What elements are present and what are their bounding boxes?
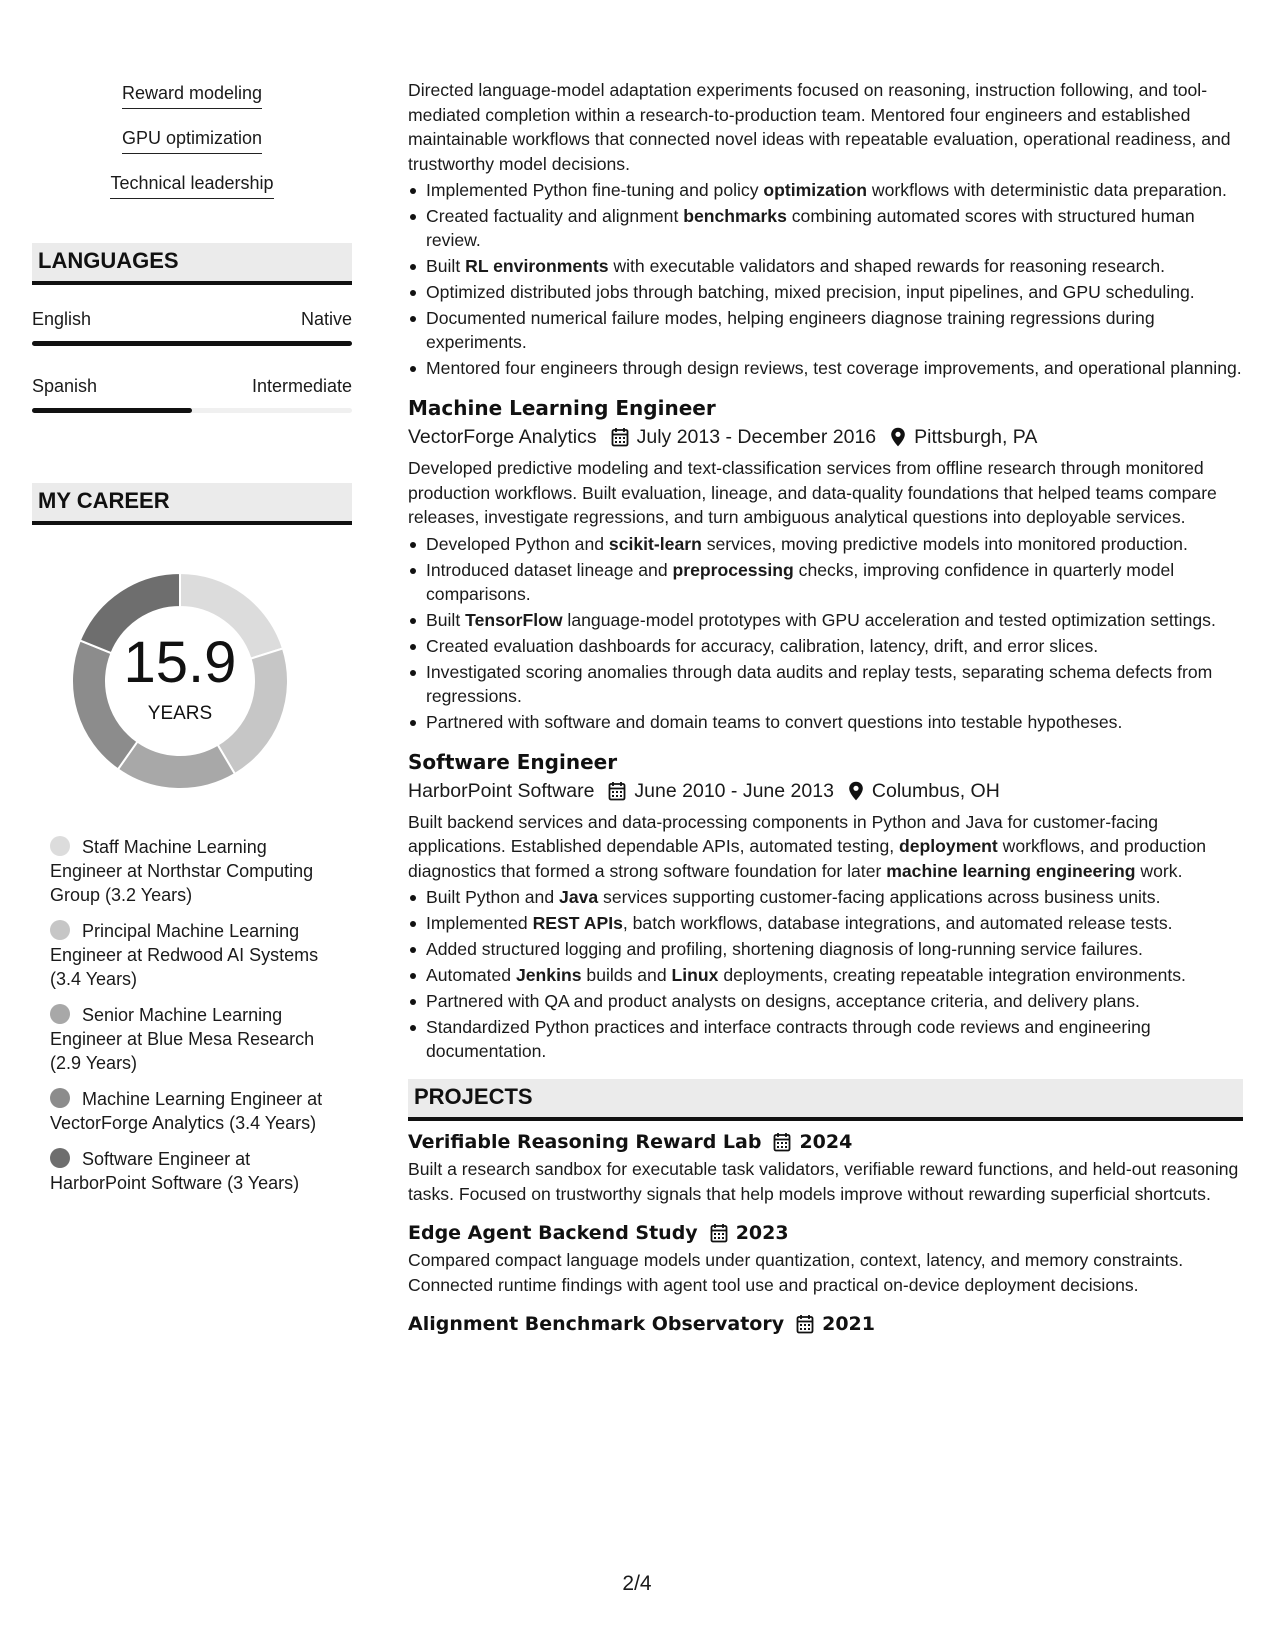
job-bullets — [408, 885, 1243, 1063]
project-item — [408, 1127, 1243, 1206]
language-name: Spanish — [32, 376, 98, 396]
career-legend-item — [50, 1147, 325, 1195]
job-dates: July 2013 - December 2016 — [636, 426, 877, 448]
job-title: Software Engineer — [408, 749, 618, 774]
job-summary: Developed predictive modeling and text-classification services from offline research through monitored production workflows. Built evaluation, lineage, and data-quality foundations that helped teams compare releases, investigate regressions, and turn ambiguous analytical questions into deployable services. — [408, 458, 1217, 527]
bullet-item: Implemented Python fine-tuning and policy optimization workflows with deterministic data preparation. — [408, 178, 1243, 202]
location-pin-icon — [890, 427, 906, 447]
language-spanish — [32, 374, 352, 413]
job-title: Machine Learning Engineer — [408, 396, 716, 420]
bullet-item: Investigated scoring anomalies through data audits and replay tests, separating schema defects from regressions. — [408, 660, 1243, 708]
career-total-years: 15.9 — [123, 630, 237, 695]
role-summary: Directed language-model adaptation experiments focused on reasoning, instruction following, and tool-mediated completion within a research-to-production team. Mentored four engineers and established maintainable workflows that connected novel ideas with repeatable evaluation, operational readiness, and trustworthy model decisions. — [408, 80, 1231, 174]
language-proficiency-fill — [32, 341, 352, 346]
job-dates: June 2010 - June 2013 — [634, 779, 834, 802]
project-description: Compared compact language models under quantization, context, latency, and memory constraints. Connected runtime findings with agent tool use and practical on-device deployment decisions. — [408, 1250, 1184, 1295]
role-bullets — [408, 178, 1243, 380]
skills-list — [32, 80, 352, 215]
language-name: English — [32, 309, 92, 329]
bullet-item: Introduced dataset lineage and preprocessing checks, improving confidence in quarterly model comparisons. — [408, 558, 1243, 606]
skill-tag: Technical leadership — [110, 170, 273, 199]
career-total-unit: YEARS — [147, 703, 213, 724]
career-legend-label: Machine Learning Engineer at VectorForge Analytics (3.4 Years) — [50, 1089, 323, 1133]
project-title: Edge Agent Backend Study — [408, 1222, 698, 1244]
project-year: 2024 — [799, 1131, 853, 1153]
legend-swatch — [50, 836, 70, 856]
career-donut-chart — [60, 561, 300, 801]
languages-heading: LANGUAGES — [32, 243, 352, 285]
job-location: Pittsburgh, PA — [914, 426, 1038, 448]
bullet-item: Built RL environments with executable validators and shaped rewards for reasoning research. — [408, 254, 1243, 278]
calendar-icon — [773, 1132, 791, 1152]
bullet-item: Created factuality and alignment benchmarks combining automated scores with structured human review. — [408, 204, 1243, 252]
job-summary: Built backend services and data-processing components in Python and Java for customer-facing applications. Established dependable APIs, automated testing, deployment workflows, and production diagnostics that formed a strong software foundation for later machine learning engineering work. — [408, 811, 1207, 881]
bullet-item: Partnered with QA and product analysts on designs, acceptance criteria, and delivery plans. — [408, 989, 1243, 1013]
calendar-icon — [796, 1314, 814, 1334]
calendar-icon — [611, 427, 629, 447]
project-item — [408, 1218, 1243, 1297]
bullet-item: Built TensorFlow language-model prototypes with GPU acceleration and tested optimization settings. — [408, 608, 1243, 632]
career-legend-item — [50, 1087, 325, 1135]
sidebar — [32, 80, 352, 1207]
project-item — [408, 1309, 1243, 1339]
project-description: Built a research sandbox for executable task validators, verifiable reward functions, and held-out reasoning tasks. Focused on trustworthy signals that help models improve without rewarding superficial shortcuts. — [408, 1159, 1239, 1204]
location-pin-icon — [848, 781, 864, 801]
legend-swatch — [50, 920, 70, 940]
bullet-item: Created evaluation dashboards for accuracy, calibration, latency, drift, and error slices. — [408, 634, 1243, 658]
bullet-item: Optimized distributed jobs through batching, mixed precision, input pipelines, and GPU scheduling. — [408, 280, 1243, 304]
project-year: 2023 — [735, 1222, 789, 1244]
job-meta — [408, 422, 1243, 452]
bullet-item: Documented numerical failure modes, helping engineers diagnose training regressions during experiments. — [408, 306, 1243, 354]
skill-tag: Reward modeling — [122, 80, 262, 109]
job-bullets — [408, 532, 1243, 734]
career-legend-label: Senior Machine Learning Engineer at Blue Mesa Research (2.9 Years) — [50, 1005, 315, 1073]
company-name: VectorForge Analytics — [408, 426, 597, 448]
donut-center — [60, 561, 300, 801]
page-number: 2/4 — [622, 1572, 652, 1595]
job-location: Columbus, OH — [871, 779, 1000, 802]
legend-swatch — [50, 1004, 70, 1024]
legend-swatch — [50, 1088, 70, 1108]
bullet-item: Developed Python and scikit-learn services, moving predictive models into monitored production. — [408, 532, 1243, 556]
calendar-icon — [608, 781, 626, 801]
legend-swatch — [50, 1148, 70, 1168]
company-name: HarborPoint Software — [408, 779, 595, 802]
bullet-item: Mentored four engineers through design reviews, test coverage improvements, and operational planning. — [408, 356, 1243, 380]
career-heading: MY CAREER — [32, 483, 352, 525]
bullet-item: Added structured logging and profiling, shortening diagnosis of long-running service failures. — [408, 937, 1243, 961]
language-level: Intermediate — [251, 376, 352, 396]
language-proficiency-bar — [32, 341, 352, 346]
job-meta — [408, 776, 1243, 806]
bullet-item: Partnered with software and domain teams to convert questions into testable hypotheses. — [408, 710, 1243, 734]
career-legend-item — [50, 1003, 325, 1075]
language-proficiency-fill — [32, 408, 192, 413]
career-legend-item — [50, 919, 325, 991]
career-legend — [50, 835, 325, 1195]
career-legend-label: Staff Machine Learning Engineer at Northstar Computing Group (3.2 Years) — [50, 837, 314, 905]
calendar-icon — [710, 1223, 728, 1243]
bullet-item: Automated Jenkins builds and Linux deployments, creating repeatable integration environments. — [408, 963, 1243, 987]
career-legend-label: Software Engineer at HarborPoint Software (3 Years) — [50, 1149, 300, 1193]
project-title: Verifiable Reasoning Reward Lab — [408, 1131, 762, 1153]
projects-heading: PROJECTS — [408, 1079, 1243, 1121]
project-title: Alignment Benchmark Observatory — [408, 1313, 785, 1335]
language-proficiency-bar — [32, 408, 352, 413]
career-legend-label: Principal Machine Learning Engineer at Redwood AI Systems (3.4 Years) — [50, 921, 319, 989]
bullet-item: Implemented REST APIs, batch workflows, database integrations, and automated release tests. — [408, 911, 1243, 935]
bullet-item: Built Python and Java services supporting customer-facing applications across business units. — [408, 885, 1243, 909]
language-english — [32, 307, 352, 346]
bullet-item: Standardized Python practices and interface contracts through code reviews and engineering documentation. — [408, 1015, 1243, 1063]
career-legend-item — [50, 835, 325, 907]
project-year: 2021 — [822, 1313, 875, 1335]
main-content — [408, 78, 1243, 1351]
skill-tag: GPU optimization — [122, 125, 262, 154]
language-level: Native — [300, 309, 352, 329]
